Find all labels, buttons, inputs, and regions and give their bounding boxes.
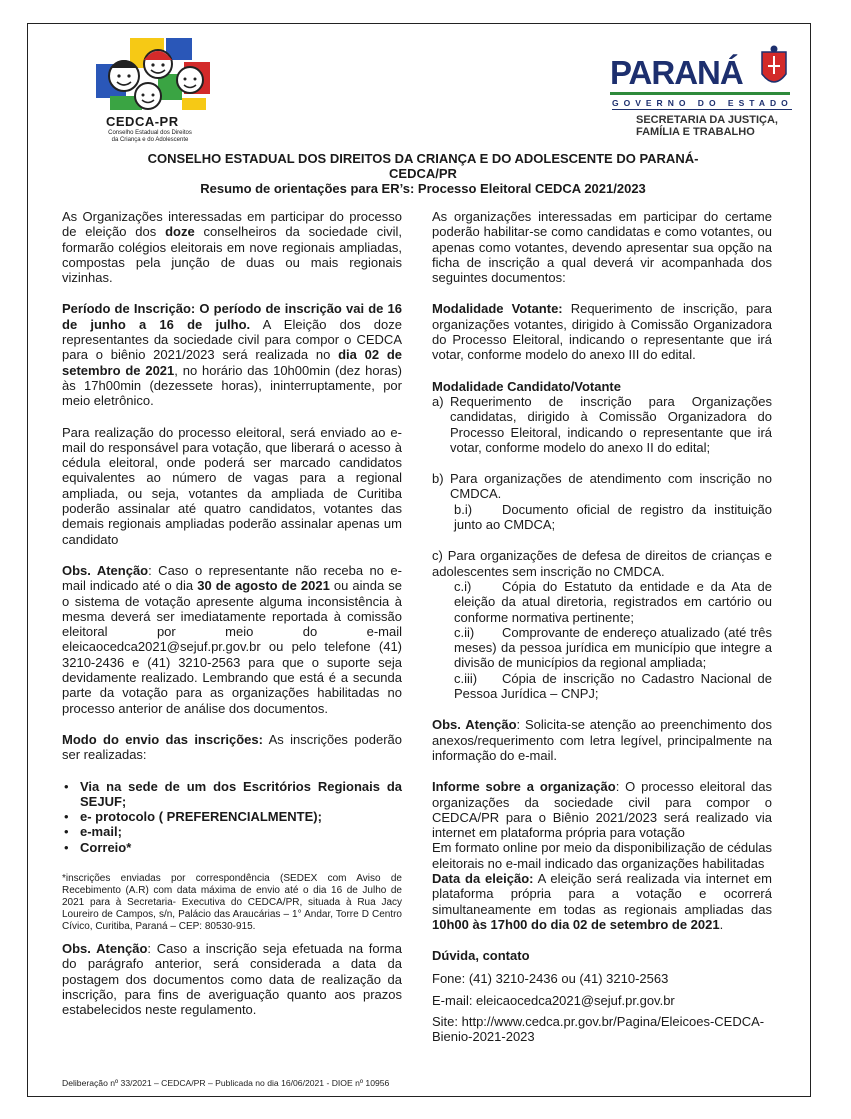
- parana-logo-govt: GOVERNO DO ESTADO: [612, 98, 793, 108]
- election-date-paragraph: Data da eleição: A eleição será realizada via internet em plataforma própria para a votação e ocorrerá simultaneamente em todas as regionais ampliadas das 10h00 às 17h00 do dia 02 de setembro de 2021.: [432, 870, 772, 932]
- header-line-3: Resumo de orientações para ER’s: Processo Eleitoral CEDCA 2021/2023: [200, 181, 646, 196]
- parana-logo-divider: [612, 109, 792, 110]
- registration-period-paragraph: Período de Inscrição: O período de inscrição vai de 16 de junho a 16 de julho. A Eleição dos doze representantes da sociedade civil para compor o CEDCA para o biênio 2021/2023 será realizada no dia 02 de setembro de 2021, no horário das 10h00min (dez horas) às 17h00min (dezessete horas), ininterruptamente, por meio eletrônico.: [62, 301, 403, 409]
- list-item: • e-mail;: [80, 824, 402, 839]
- list-item: c.i) Cópia do Estatuto da entidade e da Ata de eleição da atual diretoria, registrados em cartório ou conforme normativa pertinente;: [454, 578, 772, 625]
- attention-form-paragraph: Obs. Atenção: Solicita-se atenção ao preenchimento dos anexos/requerimento com letra legível, principalmente na informação do e-mail.: [432, 717, 772, 763]
- right-column: [432, 209, 772, 1051]
- list-item: b) Para organizações de atendimento com inscrição no CMDCA.: [432, 471, 772, 502]
- list-item: • e- protocolo ( PREFERENCIALMENTE);: [80, 809, 402, 824]
- parana-logo-secretaria-2: FAMÍLIA E TRABALHO: [636, 126, 755, 138]
- list-item: b.i) Documento oficial de registro da instituição junto ao CMDCA;: [454, 501, 772, 533]
- parana-coat-of-arms-icon: [758, 44, 790, 94]
- organization-info-paragraph: Informe sobre a organização: O processo eleitoral das organizações da sociedade civil para compor o CEDCA/PR para o Biênio 2021/2023 será realizado via internet em plataforma própria para votação: [432, 779, 773, 841]
- voting-process-paragraph: Para realização do processo eleitoral, será enviado ao e-mail do responsável para votação, que liberará o acesso à cédula eleitoral, onde poderá ser marcado candidatos equivalentes ao número de vagas para a regional ampliada, ou seja, votantes da ampliada de Curitiba poderão assinalar até quatro candidatos, votantes das demais regionais ampliadas poderão assinalar apenas um candidato: [62, 424, 402, 547]
- mail-footnote: *inscrições enviadas por correspondência (SEDEX com Aviso de Recebimento (A.R) com data máxima de envio até o dia 16 de Julho de 2021 para à Secretaria- Executiva do CEDCA/PR, situada à Rua Jacy Loureiro de Campos, s/n, Palácio das Araucárias – 1° Andar, Torre D Centro Cívico, Curitiba, Paraná – CEP: 80530-915.: [62, 872, 402, 932]
- list-item: c) Para organizações de defesa de direitos de crianças e adolescentes sem inscrição no CMDCA.: [432, 548, 772, 579]
- list-item: a) Requerimento de inscrição para Organizações candidatas, dirigido à Comissão Organizadora do Processo Eleitoral, indicando o representante que irá votar, conforme modelo do anexo II do edital;: [432, 393, 772, 455]
- cedca-logo-name: CEDCA-PR: [106, 114, 179, 129]
- eligibility-paragraph: As organizações interessadas em participar do certame poderão habilitar-se como candidatas e como votantes, ou apenas como votantes, devendo apresentar sua opção na ficha de inscrição a qual deverá vir acompanhada dos seguintes documentos:: [432, 209, 772, 286]
- attention-postage-paragraph: Obs. Atenção: Caso a inscrição seja efetuada na forma do parágrafo anterior, será considerada a data da postagem dos documentos como data de realização da inscrição, para fins de averiguação quanto aos prazos estabelecidos neste regulamento.: [62, 940, 402, 1018]
- contact-email[interactable]: E-mail: eleicaocedca2021@sejuf.pr.gov.br: [432, 992, 675, 1008]
- parana-logo: [610, 42, 794, 142]
- list-item: c.ii) Comprovante de endereço atualizado (até três meses) da pessoa jurídica em município que integre a divisão de municípios da regional ampliada;: [454, 624, 772, 671]
- document-header: [40, 151, 806, 196]
- parana-logo-secretaria-1: SECRETARIA DA JUSTIÇA,: [636, 114, 778, 126]
- submission-mode-paragraph: Modo do envio das inscrições: As inscrições poderão ser realizadas:: [62, 731, 402, 763]
- contact-block: [432, 948, 772, 1044]
- left-column: [62, 209, 402, 1017]
- list-item: • Via na sede de um dos Escritórios Regionais da SEJUF;: [80, 779, 402, 810]
- parana-logo-name: PARANÁ: [610, 54, 743, 91]
- cedca-logo-subtitle-2: da Criança e do Adolescente: [111, 137, 189, 143]
- online-format-paragraph: Em formato online por meio da disponibilização de cédulas eleitorais no e-mail indicado das organizações habilitadas: [432, 840, 772, 871]
- deliberation-footer: Deliberação nº 33/2021 – CEDCA/PR – Publicada no dia 16/06/2021 - DIOE nº 10956: [62, 1078, 390, 1088]
- candidate-modality-heading: Modalidade Candidato/Votante: [432, 378, 621, 394]
- attention-note-paragraph: Obs. Atenção: Caso o representante não receba no e-mail indicado até o dia 30 de agosto de 2021 ou ainda se o sistema de votação apresente alguma inconsistência à mesma deverá ser imediatamente reportada à comissão eleitoral por meio do e-mail eleicaocedca2021@sejuf.pr.gov.br ou pelo telefone (41) 3210-2436 e (41) 3210-2563 para que o suporte seja devidamente realizado. Lembrando que está é a secunda parte da votação para as organizações habilitadas no processo anterior de análise dos documentos.: [62, 562, 402, 716]
- parana-logo-green-rule: [610, 92, 790, 95]
- contact-phone: Fone: (41) 3210-2436 ou (41) 3210-2563: [432, 971, 669, 987]
- contact-heading: Dúvida, contato: [432, 948, 530, 964]
- submission-mode-list: [62, 779, 402, 855]
- list-item: • Correio*: [80, 840, 402, 855]
- header-line-1: CONSELHO ESTADUAL DOS DIREITOS DA CRIANÇA E DO ADOLESCENTE DO PARANÁ-: [147, 151, 699, 166]
- list-item: c.iii) Cópia de inscrição no Cadastro Nacional de Pessoa Jurídica – CNPJ;: [454, 670, 772, 702]
- cedca-logo: [86, 34, 226, 146]
- cedca-logo-subtitle-1: Conselho Estadual dos Direitos: [108, 130, 192, 136]
- contact-site[interactable]: Site: http://www.cedca.pr.gov.br/Pagina/Eleicoes-CEDCA-Bienio-2021-2023: [432, 1014, 765, 1045]
- intro-paragraph: As Organizações interessadas em participar do processo de eleição dos doze conselheiros da sociedade civil, formarão colégios eleitorais em nove regionais ampliadas, compostas pela junção de duas ou mais regionais vizinhas.: [62, 209, 403, 286]
- header-line-2: CEDCA/PR: [389, 166, 457, 181]
- voter-modality-paragraph: Modalidade Votante: Requerimento de inscrição, para organizações votantes, dirigido à Comissão Organizadora do Processo Eleitoral, indicando o representante que irá votar, conforme modelo do anexo III do edital.: [432, 301, 772, 363]
